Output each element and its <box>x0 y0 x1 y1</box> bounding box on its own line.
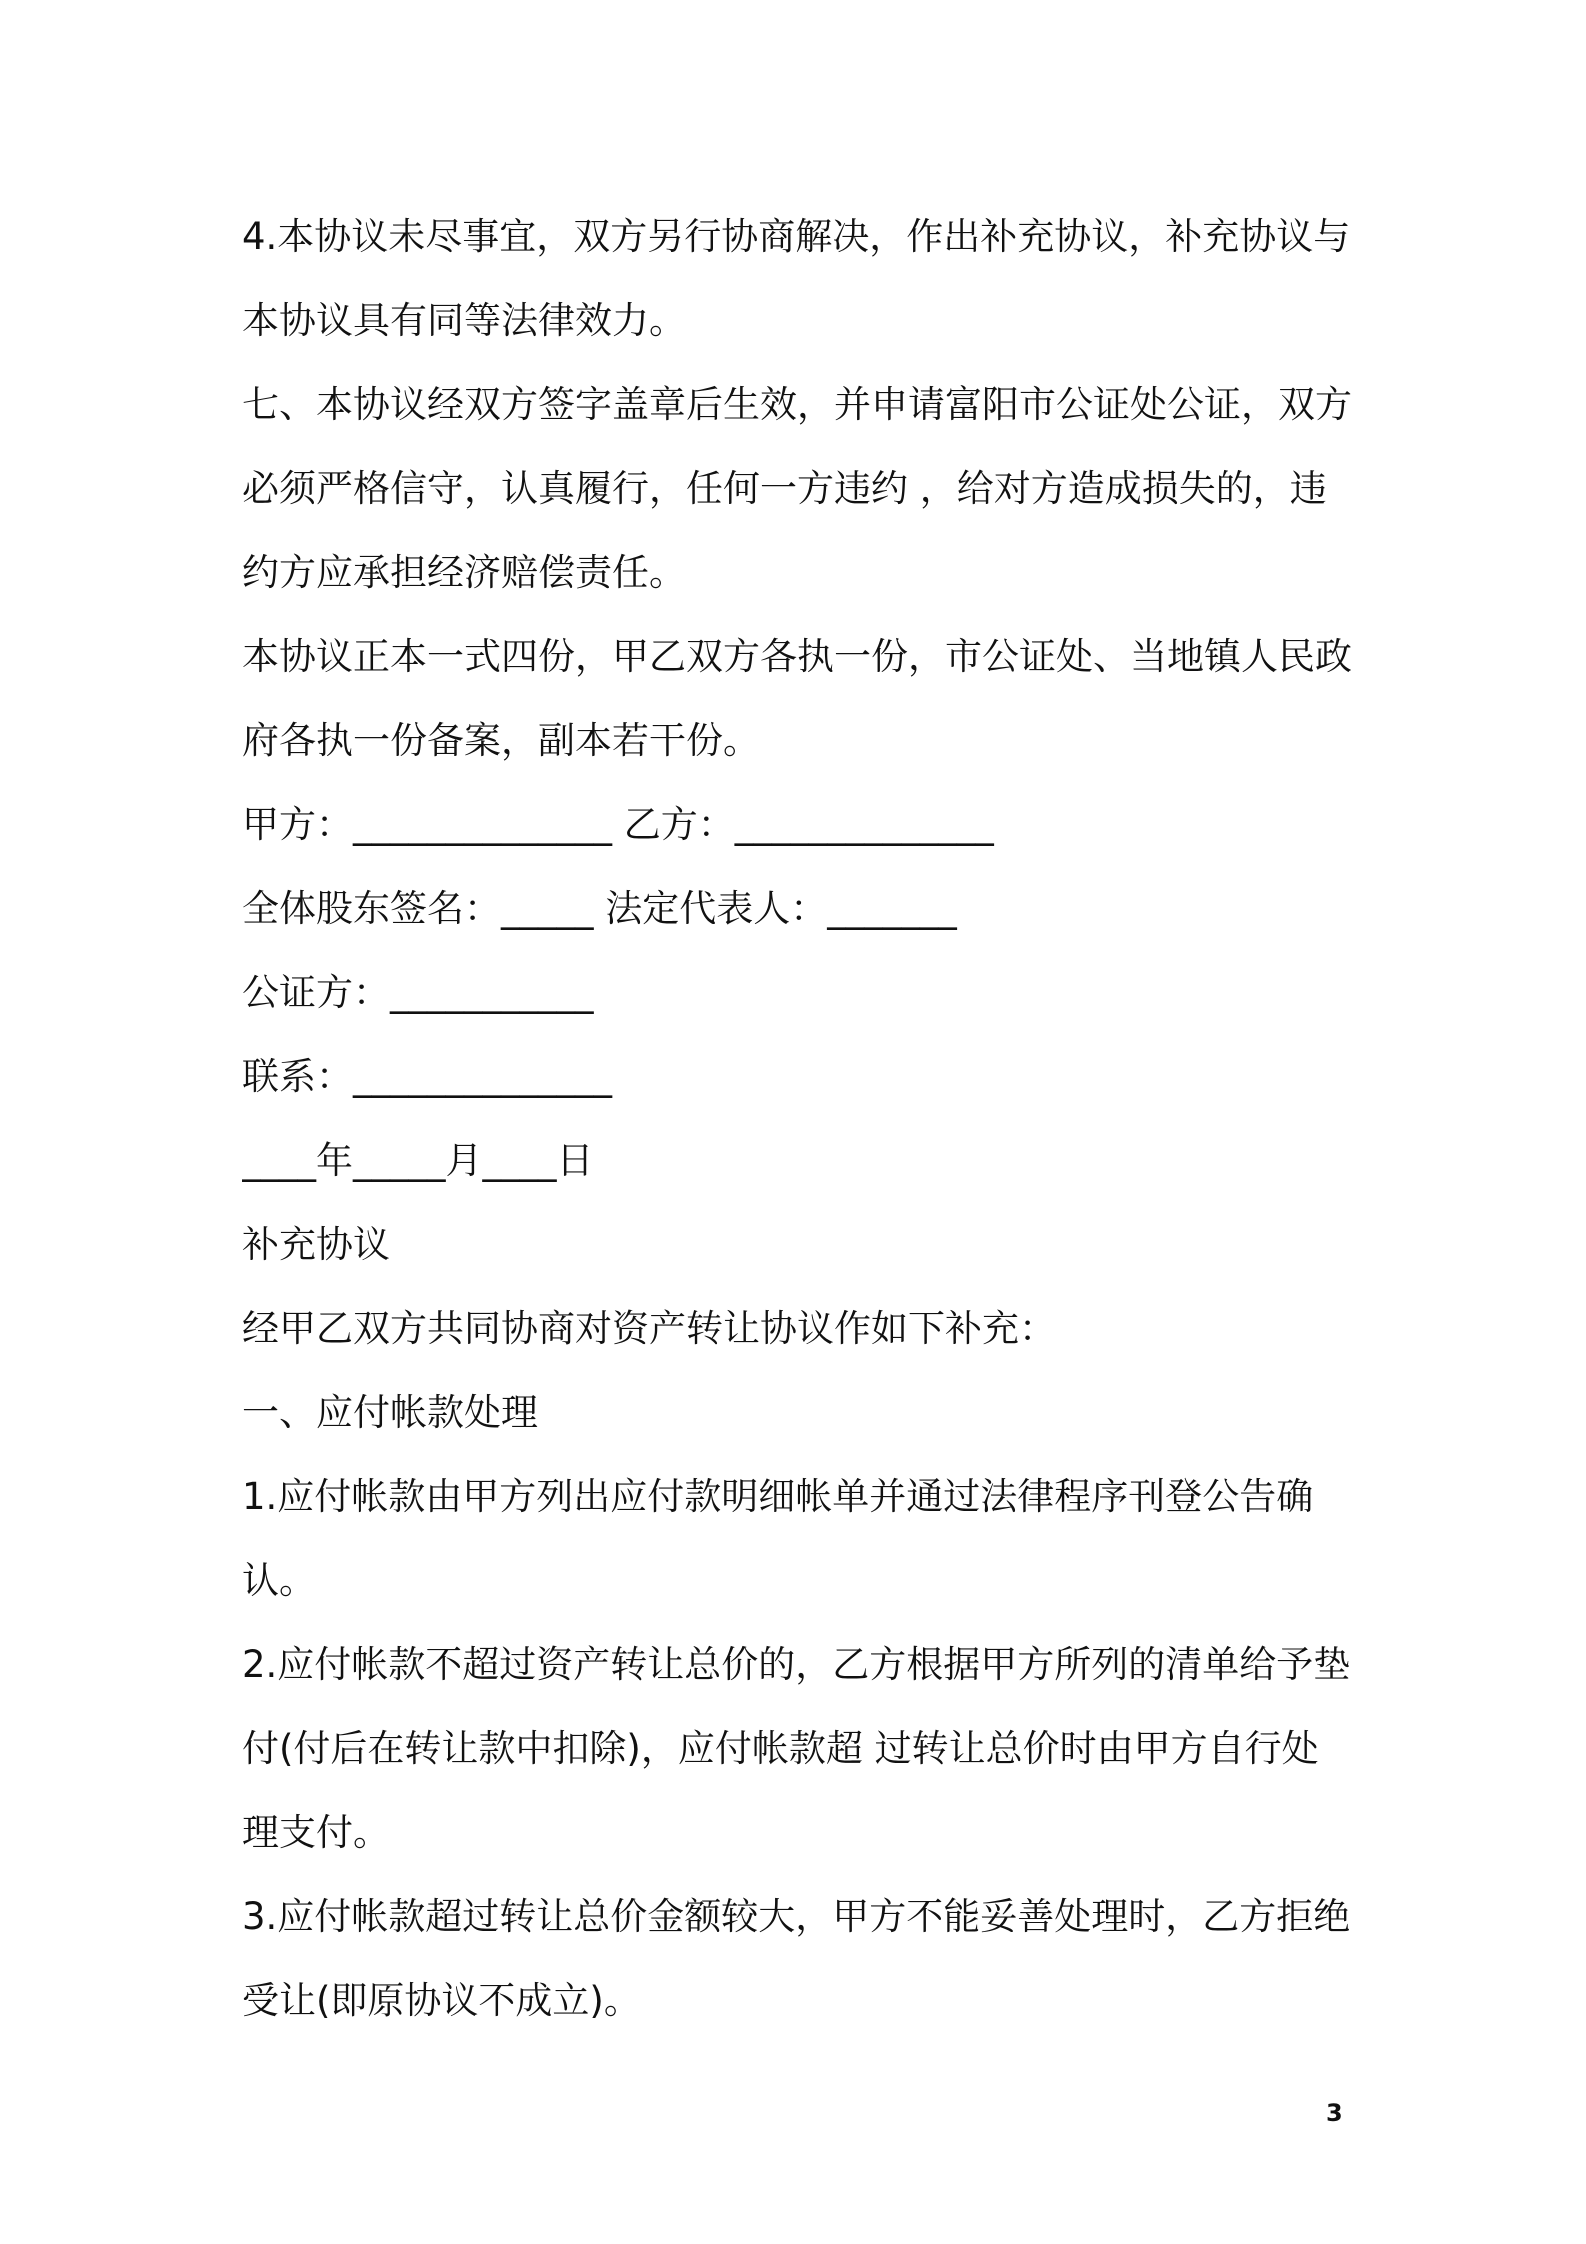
text-line: 府各执一份备案，副本若干份。 <box>242 719 760 762</box>
text-line: 经甲乙双方共同协商对资产转让协议作如下补充： <box>242 1307 1056 1350</box>
signature-line-notary: 公证方：___________ <box>242 971 594 1014</box>
text-line: 2.应付帐款不超过资产转让总价的，乙方根据甲方所列的清单给予垫 <box>242 1643 1351 1686</box>
signature-line-shareholders: 全体股东签名：_____ 法定代表人：_______ <box>242 887 957 930</box>
signature-line-party-a-b: 甲方：______________ 乙方：______________ <box>242 803 994 846</box>
document-body <box>242 195 1362 2043</box>
text-line: 本协议具有同等法律效力。 <box>242 299 686 342</box>
text-line: 4.本协议未尽事宜，双方另行协商解决，作出补充协议，补充协议与 <box>242 215 1351 258</box>
text-line: 受让(即原协议不成立)。 <box>242 1979 641 2022</box>
page-number: 3 <box>1326 2099 1343 2127</box>
text-line: 七、本协议经双方签字盖章后生效，并申请富阳市公证处公证，双方 <box>242 383 1352 426</box>
text-line: 1.应付帐款由甲方列出应付款明细帐单并通过法律程序刊登公告确 <box>242 1475 1314 1518</box>
text-line: 3.应付帐款超过转让总价金额较大，甲方不能妥善处理时，乙方拒绝 <box>242 1895 1351 1938</box>
text-line: 约方应承担经济赔偿责任。 <box>242 551 686 594</box>
text-line: 必须严格信守，认真履行，任何一方违约 ，给对方造成损失的，违 <box>242 467 1327 510</box>
text-line: 付(付后在转让款中扣除)，应付帐款超 过转让总价时由甲方自行处 <box>242 1727 1319 1770</box>
text-line: 本协议正本一式四份，甲乙双方各执一份，市公证处、当地镇人民政 <box>242 635 1352 678</box>
text-line: 理支付。 <box>242 1811 390 1854</box>
section-title: 补充协议 <box>242 1223 390 1266</box>
text-line: 认。 <box>242 1559 316 1602</box>
signature-line-contact: 联系：______________ <box>242 1055 612 1098</box>
date-line: ____年_____月____日 <box>242 1139 594 1182</box>
section-heading: 一、应付帐款处理 <box>242 1391 538 1434</box>
